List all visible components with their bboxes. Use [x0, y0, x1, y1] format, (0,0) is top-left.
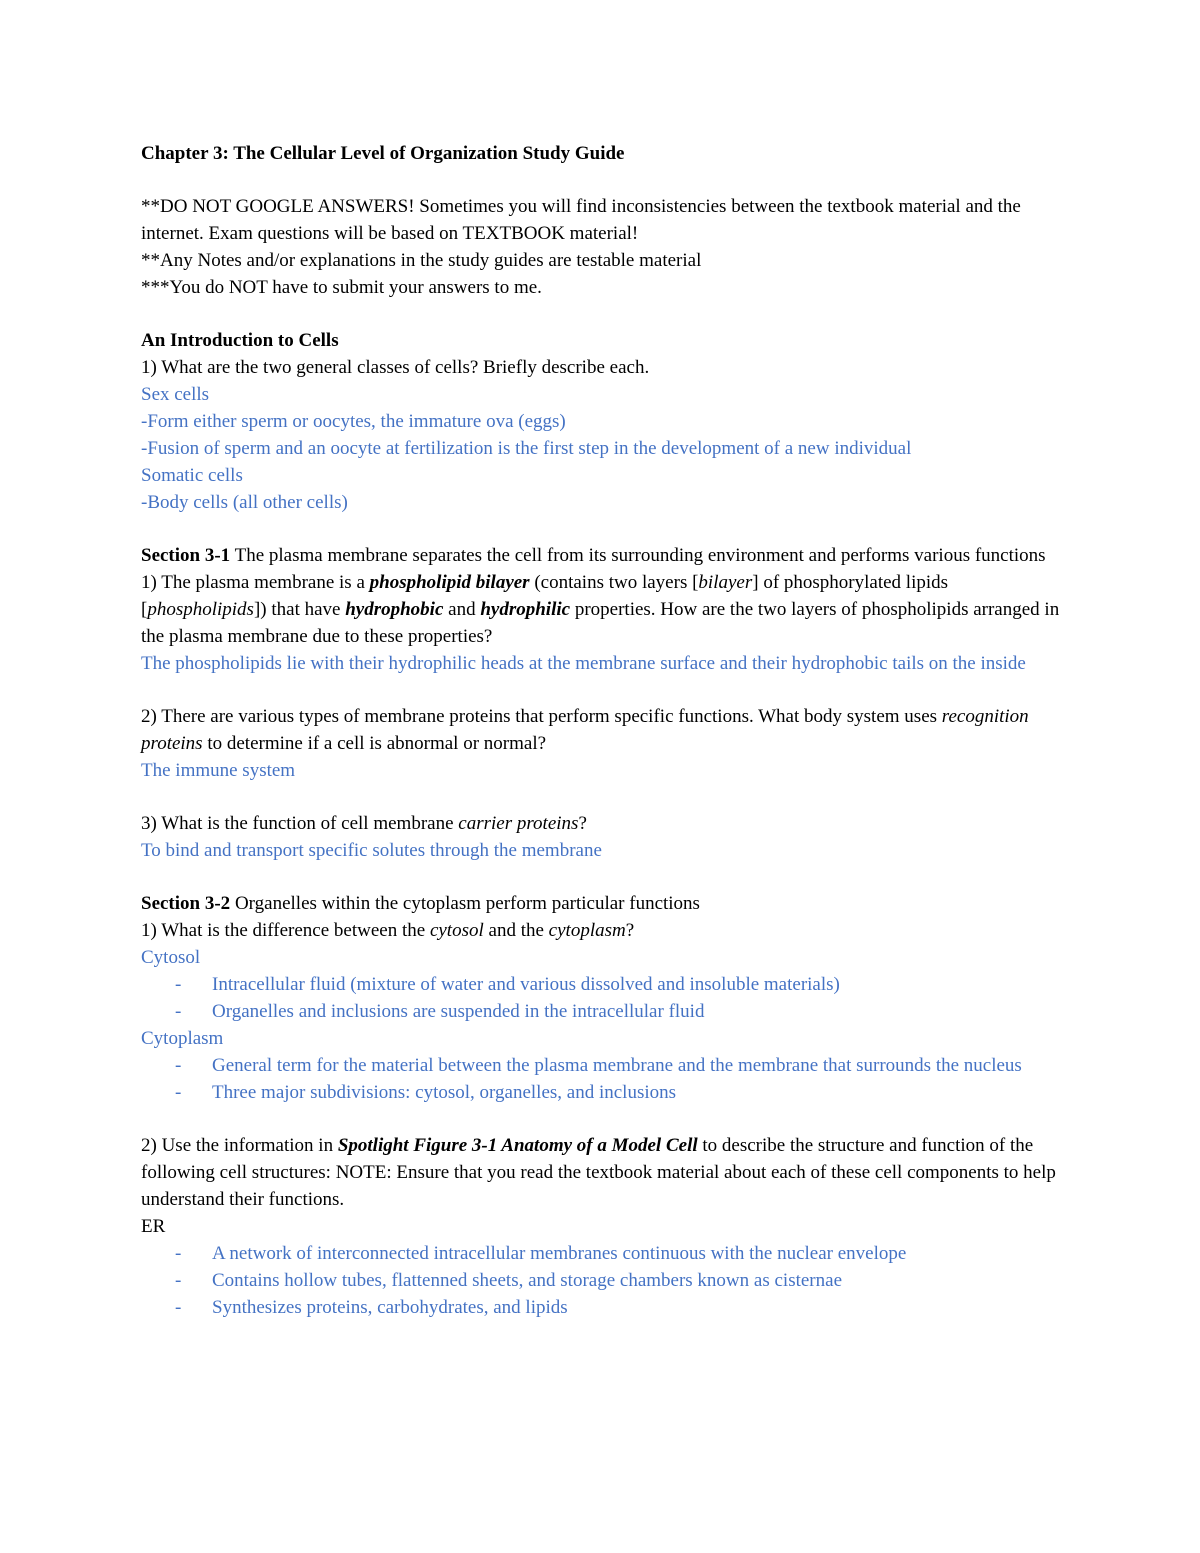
section-3-1-question-2: 2) There are various types of membrane proteins that perform specific functions. What body system uses recognition proteins to determine if a cell is abnormal or normal?: [141, 706, 1029, 754]
intro-question-1: 1) What are the two general classes of cells? Briefly describe each.: [141, 357, 650, 378]
cytosol-label: Cytosol: [141, 947, 201, 968]
list-item: - Synthesizes proteins, carbohydrates, and lipids: [175, 1297, 568, 1318]
cytoplasm-list: [141, 1052, 1071, 1106]
intro-heading: An Introduction to Cells: [141, 330, 339, 351]
page-title: Chapter 3: The Cellular Level of Organization Study Guide: [141, 143, 625, 164]
section-3-1-heading: Section 3-1 The plasma membrane separates the cell from its surrounding environment and performs various functions: [141, 545, 1046, 566]
list-item: - Contains hollow tubes, flattenned sheets, and storage chambers known as cisternae: [175, 1270, 842, 1291]
cytosol-list: [141, 971, 1071, 1025]
section-3-1-answer-1: The phospholipids lie with their hydrophilic heads at the membrane surface and their hydrophobic tails on the inside: [141, 653, 1026, 674]
intro-answer-line: -Form either sperm or oocytes, the immature ova (eggs): [141, 411, 566, 432]
list-item: - A network of interconnected intracellular membranes continuous with the nuclear envelope: [175, 1243, 907, 1264]
er-label: ER: [141, 1216, 166, 1237]
section-3-2-question-1: 1) What is the difference between the cytosol and the cytoplasm?: [141, 920, 635, 941]
section-3-1-answer-3: To bind and transport specific solutes through the membrane: [141, 840, 602, 861]
section-3-2-heading: Section 3-2 Organelles within the cytoplasm perform particular functions: [141, 893, 700, 914]
intro-answer-line: Sex cells: [141, 384, 210, 405]
note-3: ***You do NOT have to submit your answers to me.: [141, 277, 542, 298]
list-item: - Organelles and inclusions are suspended in the intracellular fluid: [175, 1001, 705, 1022]
er-list: [141, 1240, 1071, 1321]
list-item: - Intracellular fluid (mixture of water and various dissolved and insoluble materials): [175, 974, 840, 995]
note-1: **DO NOT GOOGLE ANSWERS! Sometimes you will find inconsistencies between the textbook material and the internet. Exam questions will be based on TEXTBOOK material!: [141, 196, 1021, 244]
list-item: - General term for the material between the plasma membrane and the membrane that surrounds the nucleus: [175, 1055, 1022, 1076]
note-2: **Any Notes and/or explanations in the study guides are testable material: [141, 250, 702, 271]
list-item: - Three major subdivisions: cytosol, organelles, and inclusions: [175, 1082, 677, 1103]
intro-answer-line: -Fusion of sperm and an oocyte at fertilization is the first step in the development of a new individual: [141, 438, 912, 459]
intro-answer-line: Somatic cells: [141, 465, 243, 486]
cytoplasm-label: Cytoplasm: [141, 1028, 224, 1049]
section-3-2-question-2: 2) Use the information in Spotlight Figure 3-1 Anatomy of a Model Cell to describe the structure and function of the following cell structures: NOTE: Ensure that you read the textbook material about each of these cell components to help understand their functions.: [141, 1135, 1056, 1210]
document-body: [141, 140, 1071, 1321]
intro-answer-line: -Body cells (all other cells): [141, 492, 348, 513]
section-3-1-question-3: 3) What is the function of cell membrane carrier proteins?: [141, 813, 587, 834]
section-3-1-question-1: 1) The plasma membrane is a phospholipid bilayer (contains two layers [bilayer] of phosphorylated lipids [phospholipids]) that have hydrophobic and hydrophilic properties. How are the two layers of phospholipids arranged in the plasma membrane due to these properties?: [141, 572, 1060, 647]
section-3-1-answer-2: The immune system: [141, 760, 296, 781]
